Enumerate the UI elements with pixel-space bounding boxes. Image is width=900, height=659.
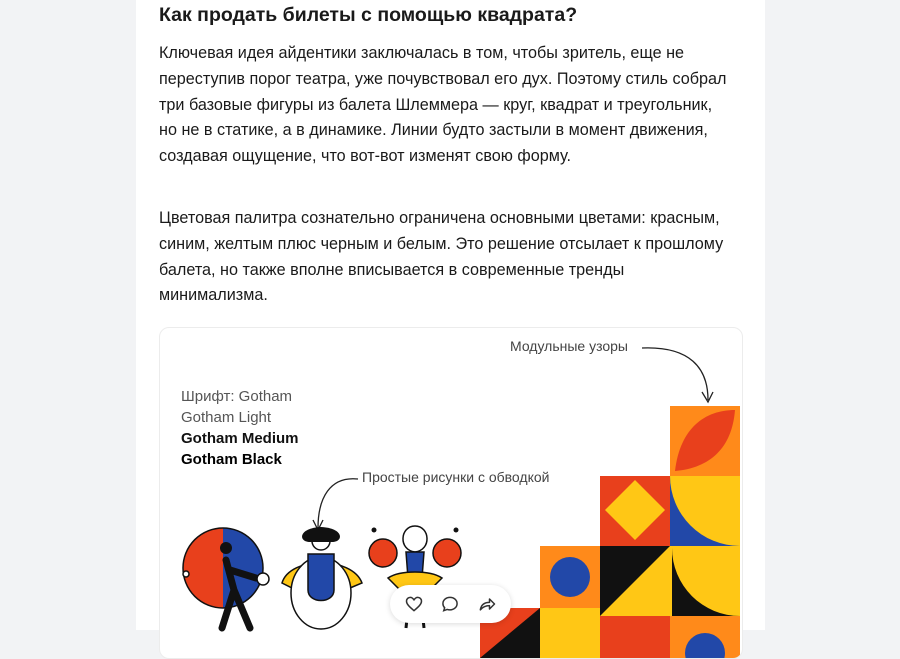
article-card: [136, 0, 765, 630]
dancer-circle-figure: [183, 528, 269, 628]
comment-icon: [440, 594, 460, 614]
article-heading: Как продать билеты с помощью квадрата?: [159, 4, 578, 26]
like-button[interactable]: [401, 591, 427, 617]
modular-pattern: [480, 406, 740, 658]
font-sample-black: Gotham Black: [181, 451, 282, 468]
dancer-bell-figure: [282, 527, 362, 629]
font-sample-light: Gotham Light: [181, 409, 272, 426]
font-sample-gotham: Шрифт: Gotham: [181, 388, 293, 405]
annotation-simple-drawings: Простые рисунки с обводкой: [362, 469, 550, 485]
share-icon: [477, 594, 497, 614]
article-paragraph-1: Ключевая идея айдентики заключалась в том, чтобы зритель, еще не переступив порог театра, уже почувствовал его дух. Поэтому стиль собрал три базовые фигуры из балета Шлеммера — круг, квадрат и треугольник, но не в статике, а в динамике. Линии будто застыли в момент движения, создавая ощущение, что вот-вот изменят свою форму.: [159, 44, 727, 166]
comment-button[interactable]: [437, 591, 463, 617]
heart-icon: [404, 594, 424, 614]
annotation-modular-patterns: Модульные узоры: [510, 338, 628, 354]
reaction-toolbar: [390, 585, 511, 623]
arrow-modular: [642, 348, 708, 400]
font-sample-medium: Gotham Medium: [181, 430, 299, 447]
arrow-simple: [318, 479, 358, 528]
share-button[interactable]: [474, 591, 500, 617]
article-paragraph-2: Цветовая палитра сознательно ограничена основными цветами: красным, синим, желтым плюс черным и белым. Это решение отсылает к прошлому балета, но также вполне вписывается в современные тренды минимализма.: [159, 209, 724, 305]
